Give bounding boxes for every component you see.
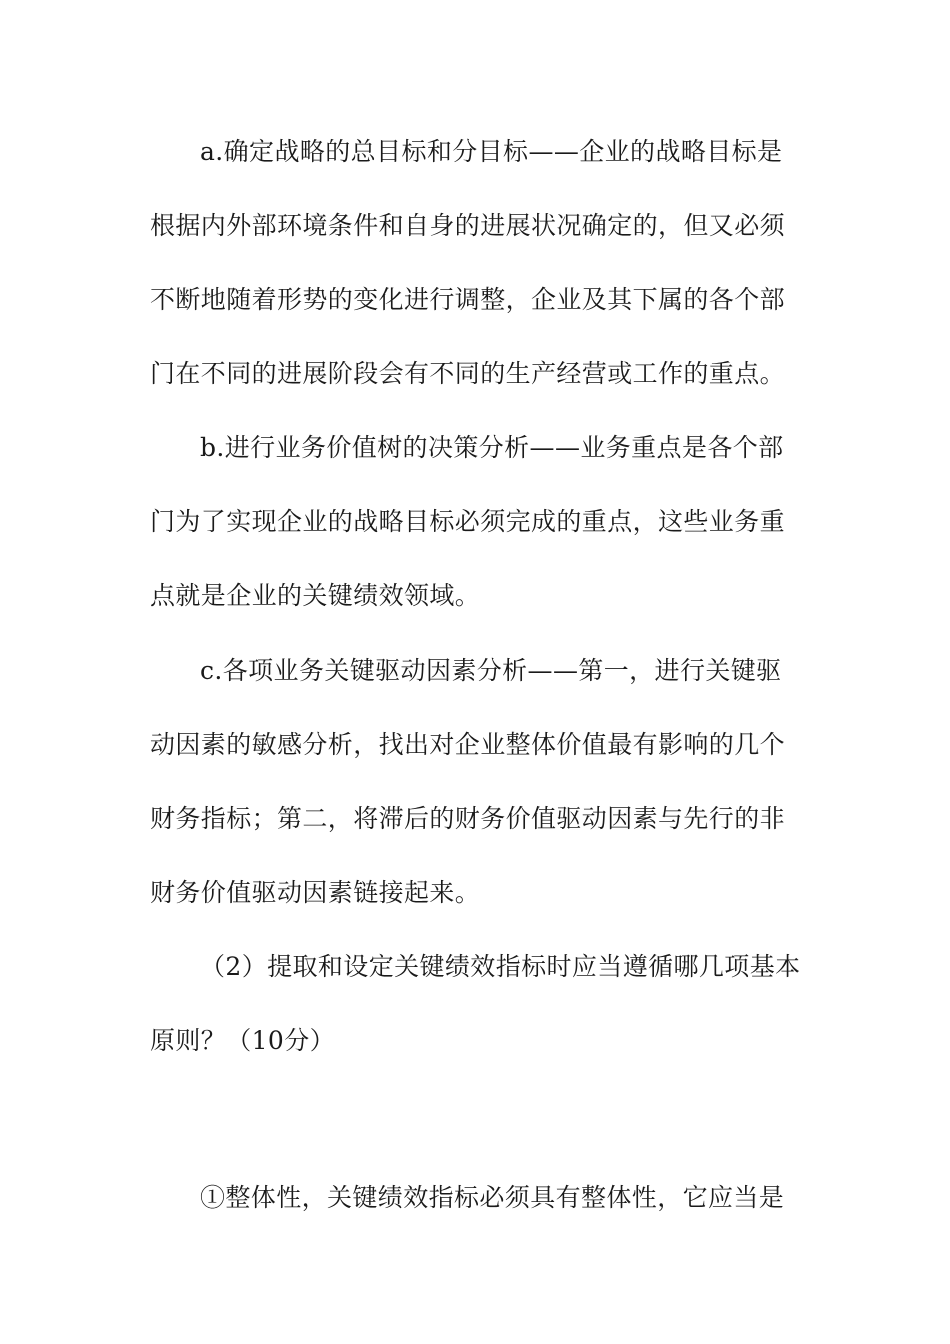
question-2-line-2: 原则？（10分） (150, 1026, 336, 1055)
para-a-line-4: 门在不同的进展阶段会有不同的生产经营或工作的重点。 (150, 359, 786, 388)
para-a-line-1: a.确定战略的总目标和分目标——企业的战略目标是 (200, 137, 783, 166)
principle-1-line-1: ①整体性，关键绩效指标必须具有整体性，它应当是 (200, 1183, 785, 1212)
para-c-line-3: 财务指标；第二，将滞后的财务价值驱动因素与先行的非 (150, 804, 786, 833)
para-c-line-1: c.各项业务关键驱动因素分析——第一，进行关键驱 (200, 656, 782, 685)
question-2-line-1: （2）提取和设定关键绩效指标时应当遵循哪几项基本 (200, 952, 801, 981)
para-b-line-2: 门为了实现企业的战略目标必须完成的重点，这些业务重 (150, 507, 786, 536)
para-c-line-2: 动因素的敏感分析，找出对企业整体价值最有影响的几个 (150, 730, 786, 759)
para-a-line-3: 不断地随着形势的变化进行调整，企业及其下属的各个部 (150, 285, 786, 314)
para-b-line-3: 点就是企业的关键绩效领域。 (150, 581, 481, 610)
para-a-line-2: 根据内外部环境条件和自身的进展状况确定的，但又必须 (150, 211, 786, 240)
para-b-line-1: b.进行业务价值树的决策分析——业务重点是各个部 (200, 433, 784, 462)
para-c-line-4: 财务价值驱动因素链接起来。 (150, 878, 481, 907)
